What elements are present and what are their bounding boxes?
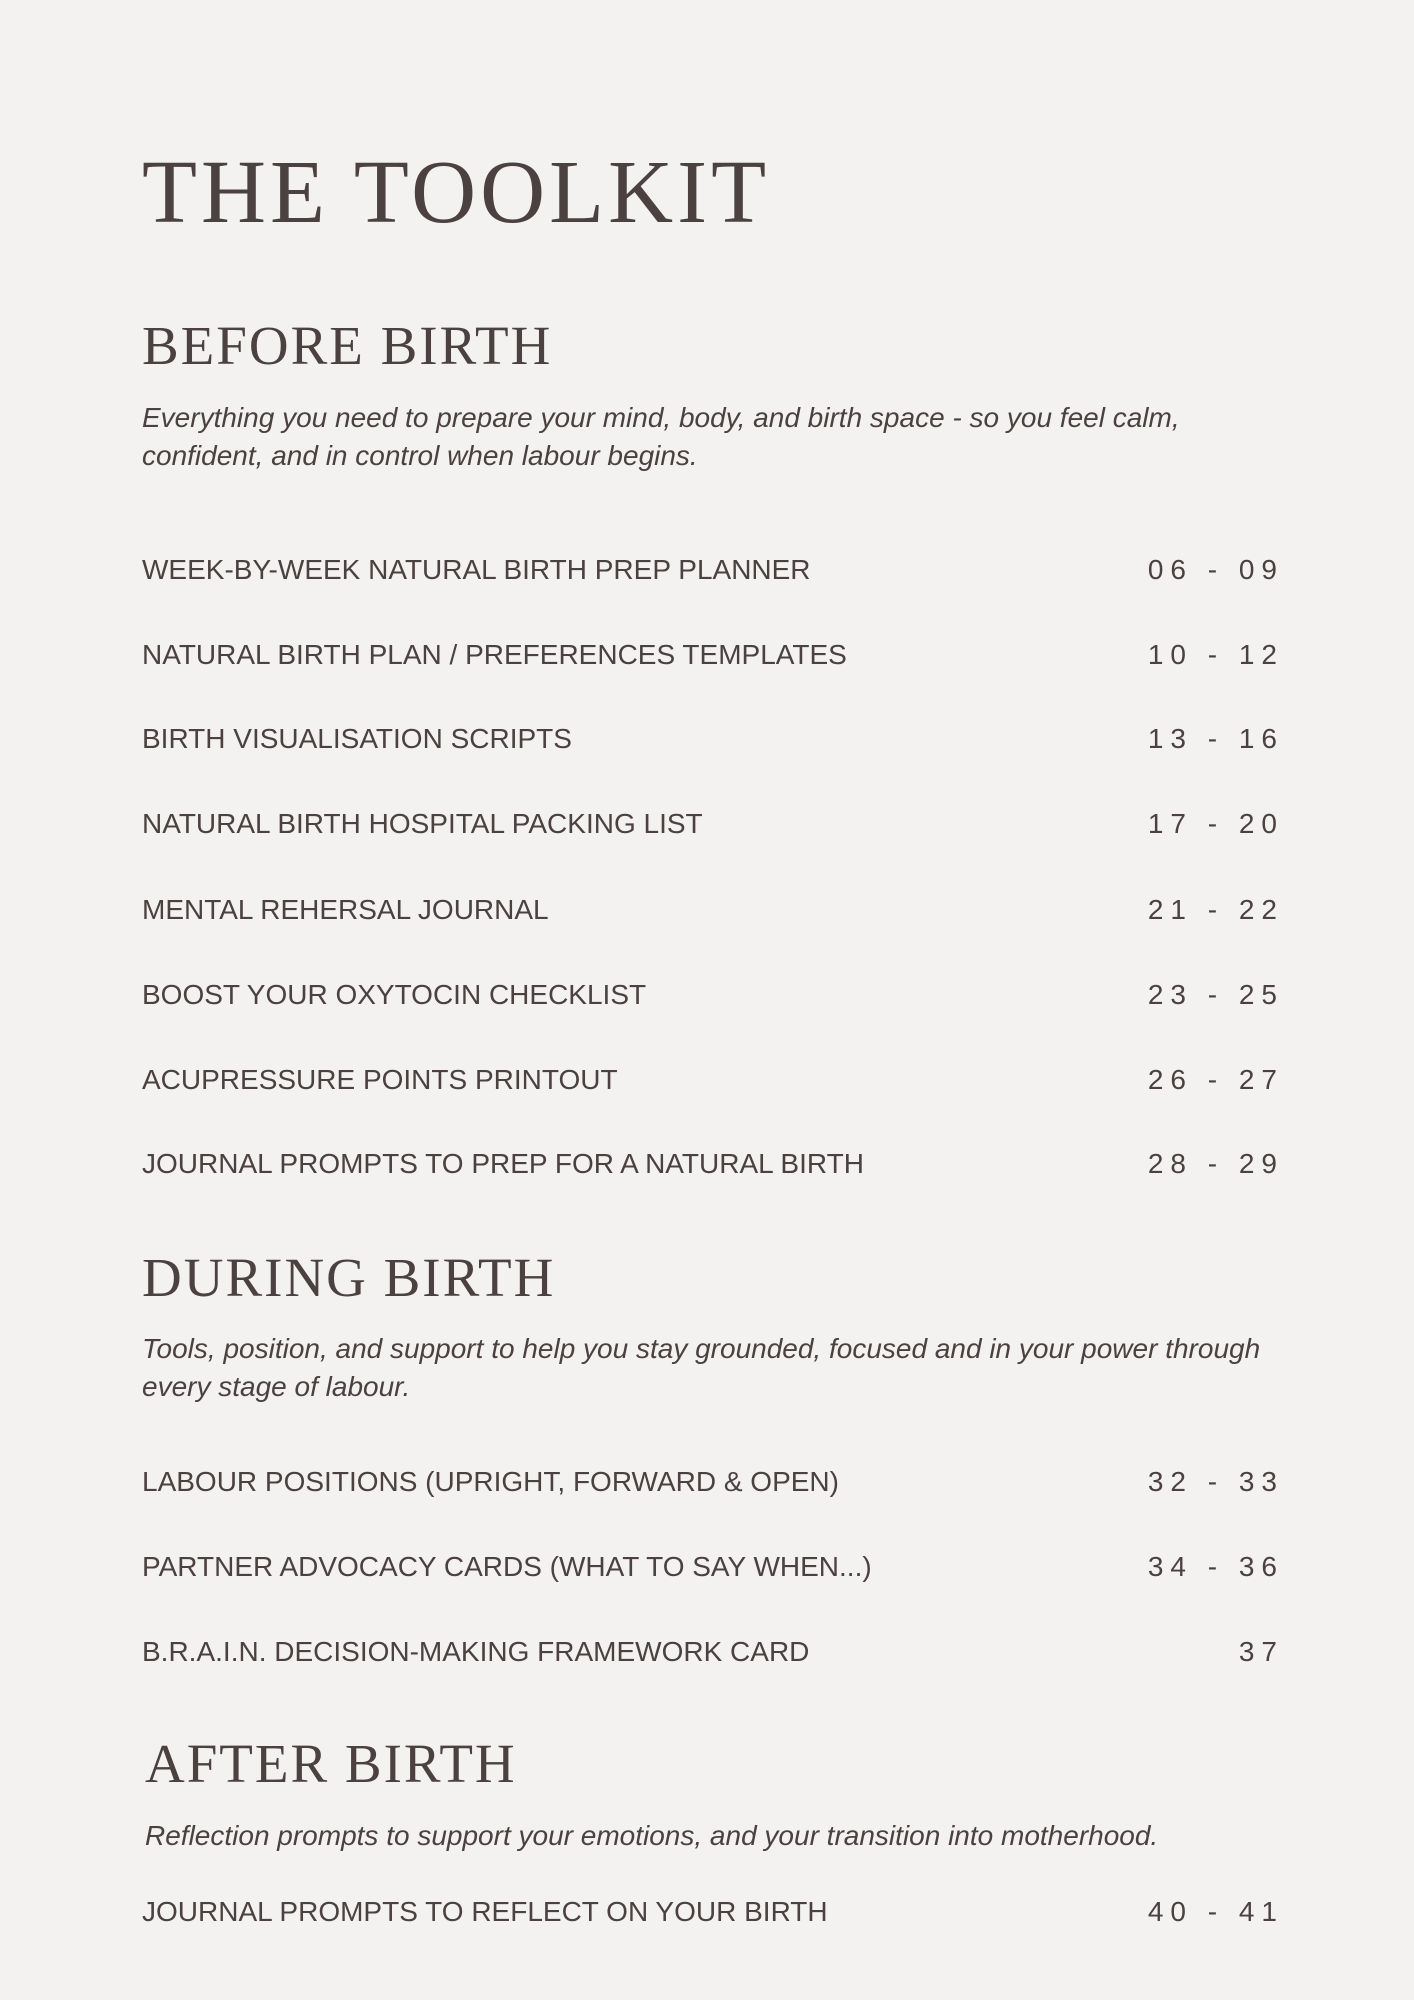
toc-item-pages: 26 - 27 (1147, 1064, 1284, 1095)
toc-item-pages: 17 - 20 (1147, 808, 1284, 839)
toc-item-label: B.R.A.I.N. DECISION-MAKING FRAMEWORK CARD (142, 1636, 810, 1667)
toc-row-before-6[interactable] (142, 975, 1284, 1015)
section-description-during-birth: Tools, position, and support to help you stay grounded, focused and in your power through every stage of labour. (142, 1333, 1261, 1402)
toc-item-label: WEEK-BY-WEEK NATURAL BIRTH PREP PLANNER (142, 554, 811, 585)
toc-row-before-7[interactable] (142, 1060, 1284, 1100)
toc-item-pages: 06 - 09 (1147, 554, 1284, 585)
page-title: THE TOOLKIT (142, 143, 771, 242)
toc-item-pages: 10 - 12 (1147, 639, 1284, 670)
toc-item-label: MENTAL REHERSAL JOURNAL (142, 894, 549, 925)
section-heading-after-birth: AFTER BIRTH (145, 1733, 517, 1794)
toc-row-before-3[interactable] (142, 719, 1284, 759)
section-description-after-birth: Reflection prompts to support your emotions, and your transition into motherhood. (145, 1820, 1159, 1851)
toc-item-label: JOURNAL PROMPTS TO PREP FOR A NATURAL BIRTH (142, 1148, 864, 1179)
toc-item-pages: 23 - 25 (1147, 979, 1284, 1010)
section-heading-before-birth: BEFORE BIRTH (142, 315, 553, 376)
toc-row-during-3[interactable] (142, 1632, 1284, 1672)
toc-row-before-2[interactable] (142, 635, 1284, 675)
section-heading-during-birth: DURING BIRTH (142, 1247, 556, 1308)
toc-item-pages: 34 - 36 (1147, 1551, 1284, 1582)
toc-item-label: BOOST YOUR OXYTOCIN CHECKLIST (142, 979, 647, 1010)
toc-item-label: ACUPRESSURE POINTS PRINTOUT (142, 1064, 618, 1095)
section-description-before-birth: Everything you need to prepare your mind, body, and birth space - so you feel calm, confident, and in control when labour begins. (142, 402, 1180, 471)
toc-row-during-2[interactable] (142, 1547, 1284, 1587)
toc-item-pages: 37 (1238, 1636, 1284, 1667)
toc-item-label: NATURAL BIRTH HOSPITAL PACKING LIST (142, 808, 703, 839)
toc-item-pages: 32 - 33 (1147, 1466, 1284, 1497)
toc-item-label: LABOUR POSITIONS (UPRIGHT, FORWARD & OPEN) (142, 1466, 839, 1497)
toc-item-pages: 13 - 16 (1147, 723, 1284, 754)
toc-item-label: BIRTH VISUALISATION SCRIPTS (142, 723, 572, 754)
toc-item-pages: 21 - 22 (1147, 894, 1284, 925)
toc-item-label: JOURNAL PROMPTS TO REFLECT ON YOUR BIRTH (142, 1896, 828, 1927)
toc-row-before-4[interactable] (142, 804, 1284, 844)
toc-row-during-1[interactable] (142, 1462, 1284, 1502)
toc-row-before-5[interactable] (142, 890, 1284, 930)
toc-item-label: PARTNER ADVOCACY CARDS (WHAT TO SAY WHEN...) (142, 1551, 872, 1582)
toc-row-after-1[interactable] (142, 1892, 1284, 1932)
toc-row-before-1[interactable] (142, 550, 1284, 590)
toc-item-pages: 28 - 29 (1147, 1148, 1284, 1179)
toc-item-label: NATURAL BIRTH PLAN / PREFERENCES TEMPLATES (142, 639, 847, 670)
toc-row-before-8[interactable] (142, 1144, 1284, 1184)
toc-item-pages: 40 - 41 (1147, 1896, 1284, 1927)
